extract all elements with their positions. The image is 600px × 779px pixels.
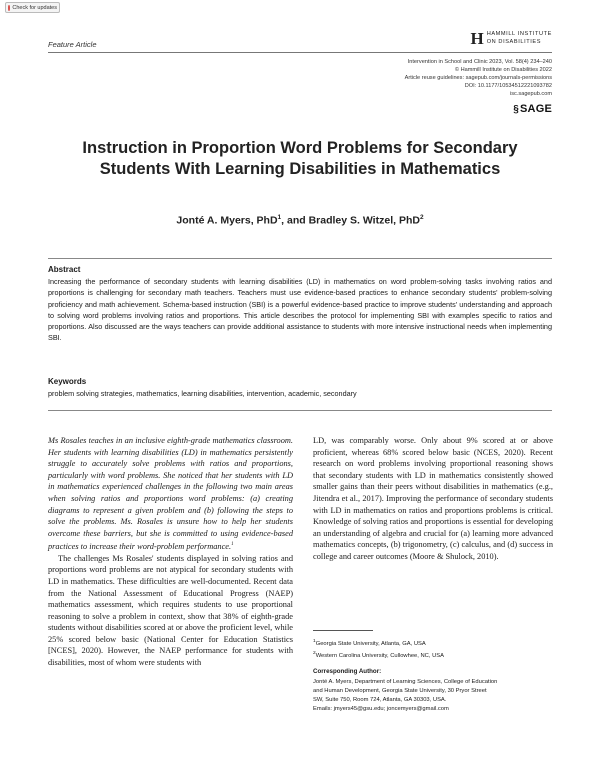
body-left-column (48, 435, 293, 669)
body-paragraph: LD, was comparably worse. Only about 9% scored at or above proficient, whereas 68% scored below basic (NCES, 2020). Recent research on word problems involving proportional reasoning shows that secondary students with LD in mathematics consistently showed smaller gains than their peers without disabilities in mathematics (e.g., Jitendra et al., 2017). Improving the performance of secondary students with LD in mathematics on ratios and proportions problems is critical. Knowledge of solving ratios and proportions is essential for developing an understanding of algebra and crucial for (a) learning more advanced mathematics concepts, (b) trigonometry, (c) calculus, and (d) success in college and career outcomes (Moore & Shulock, 2010). (313, 436, 553, 561)
sage-wordmark: SAGE (520, 103, 552, 115)
sage-logo (513, 103, 552, 115)
author-1: Jonté A. Myers, PhD (176, 214, 278, 227)
affiliation-2 (313, 649, 553, 661)
affiliation-1-text: Georgia State University, Atlanta, GA, USA (315, 640, 426, 647)
affiliation-1-number: 1 (313, 639, 316, 644)
article-title (60, 138, 540, 180)
footnote-rule (313, 630, 373, 631)
journal-line[interactable]: Article reuse guidelines: sagepub.com/journals-permissions (404, 75, 552, 82)
journal-line[interactable]: isc.sagepub.com (510, 91, 552, 98)
intro-footnote-ref: 1 (231, 542, 234, 548)
affiliation-1 (313, 637, 553, 649)
hammill-logo-icon: H (470, 29, 484, 48)
author-1-affil: 1 (277, 214, 282, 221)
logo-line-1: HAMMILL INSTITUTE (486, 30, 552, 37)
author-line (60, 214, 540, 227)
intro-text: Ms Rosales teaches in an inclusive eighth-grade mathematics classroom. Her students with learning disabilities (LD) in mathematics persistently struggle to accurately solve problems with ratios and proportions, particularly with word problems. She noticed that her students with LD in mathematics experienced challenges in the following two main areas when solving ratios and proportions word problems: (a) creating diagrams to represent a given problem and (b) following the steps to solve the problems. Ms. Rosales is unsure how to help her students overcome these barriers, but she is committed to using evidence-based practices to increase their word-problem performance. (48, 436, 293, 552)
header-rule (48, 52, 552, 53)
corresponding-author-heading: Corresponding Author: (313, 668, 382, 675)
logo-line-2: ON DISABILITIES (486, 38, 542, 45)
keywords-rule (48, 410, 552, 411)
publisher-logo (470, 30, 552, 47)
check-for-updates-badge[interactable] (5, 2, 60, 13)
journal-line[interactable]: DOI: 10.1177/10534512221093782 (464, 83, 552, 90)
correspondence-line: and Human Development, Georgia State University, 30 Pryor Street (313, 688, 487, 694)
author-2: Bradley S. Witzel, PhD (308, 214, 420, 227)
corresponding-author-info (313, 678, 553, 714)
abstract-heading: Abstract (48, 265, 81, 274)
keywords-text: problem solving strategies, mathematics, learning disabilities, intervention, academic, secondary (48, 389, 357, 398)
affiliation-2-text: Western Carolina University, Cullowhee, NC, USA (315, 652, 445, 659)
affiliation-2-number: 2 (313, 650, 316, 656)
affiliations (313, 637, 553, 661)
title-line-1: Instruction in Proportion Word Problems for Secondary (82, 139, 518, 157)
abstract-text: Increasing the performance of secondary students with learning disabilities (LD) in mathematics on word problem-solving tasks involving ratios and proportions is challenging for secondary math teachers. Teachers must use evidence-based practices to enhance secondary students' problem-solving proficiency and math achievement. Schema-based instruction (SBI) is a powerful evidence-based practice to improve students' understanding and approach to solving word problems involving ratios and proportions. This article describes the protocol for implementing SBI with examples specific to ratios and proportions. Also discussed are the ways teachers can provide additional assistance to students with more intensive instructional needs when implementing SBI. (48, 277, 552, 343)
correspondence-email[interactable]: Emails: jmyers45@gsu.edu; joncemyers@gmail.com (313, 706, 449, 712)
journal-info (405, 58, 552, 99)
abstract-rule (48, 258, 552, 259)
update-icon (8, 5, 10, 11)
badge-label: Check for updates (12, 4, 57, 11)
sage-swoosh-icon: § (513, 103, 520, 115)
journal-line: Intervention in School and Clinic 2023, Vol. 58(4) 234–240 (407, 59, 552, 65)
article-type: Feature Article (48, 40, 97, 49)
intro-paragraph (48, 435, 293, 553)
body-paragraph: The challenges Ms Rosales' students displayed in solving ratios and proportions word problems are not atypical for secondary students with LD in mathematics. These difficulties are well-documented. Recent data from the National Assessment of Educational Progress (NAEP) mathematics assessment, which requires students to use proportional reasoning to solve a problem in context, show that 38% of eighth-grade students without disabilities scored at or above the proficient level, while 25% scored below basic (National Center for Education Statistics [NCES], 2020). However, the NAEP performance for students with disabilities, most of whom were students with (48, 553, 293, 668)
author-2-affil: 2 (419, 214, 424, 221)
correspondence-line: Jonté A. Myers, Department of Learning Sciences, College of Education (313, 679, 498, 685)
body-right-column (313, 435, 553, 563)
author-separator: , and (281, 214, 309, 227)
correspondence-line: SW, Suite 750, Room 724, Atlanta, GA 30303, USA. (313, 697, 447, 703)
keywords-heading: Keywords (48, 377, 87, 386)
title-line-2: Students With Learning Disabilities in Mathematics (99, 160, 501, 178)
journal-line: © Hammill Institute on Disabilities 2022 (454, 67, 552, 74)
